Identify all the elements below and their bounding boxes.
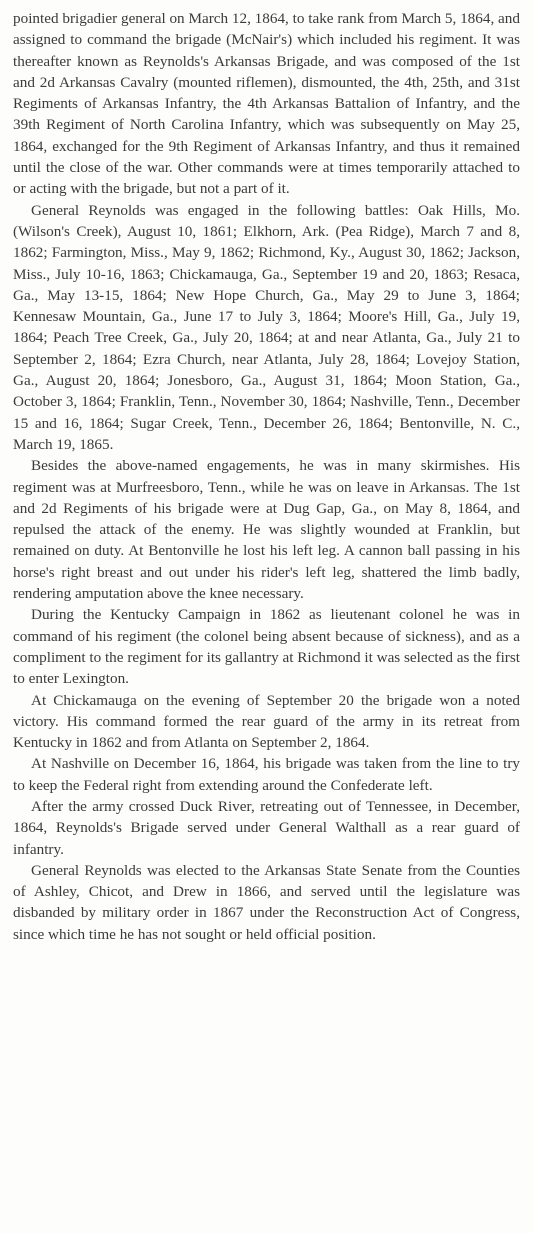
- paragraph-chickamauga: At Chickamauga on the evening of September 20 the brigade won a noted victory. His command formed the rear guard of the army in its retreat from Kentucky in 1862 and from Atlanta on September 2, 1864.: [13, 691, 520, 752]
- paragraph-nashville: At Nashville on December 16, 1864, his brigade was taken from the line to try to keep the Federal right from extending around the Confederate left.: [13, 755, 520, 794]
- paragraph-brigade-appointment: pointed brigadier general on March 12, 1864, to take rank from March 5, 1864, and assigned to command the brigade (McNair's) which included his regiment. It was thereafter known as Reynolds's Arkansas Brigade, and was composed of the 1st and 2d Arkansas Cavalry (mounted riflemen), dismounted, the 4th, 25th, and 31st Regiments of Arkansas Infantry, the 4th Arkansas Battalion of Infantry, and the 39th Regiment of North Carolina Infantry, which was subsequently on May 25, 1864, exchanged for the 9th Regiment of Arkansas Infantry, and thus it remained until the close of the war. Other commands were at times temporarily attached to or acting with the brigade, but not a part of it.: [13, 10, 520, 198]
- paragraph-battles-list: General Reynolds was engaged in the following battles: Oak Hills, Mo. (Wilson's Creek), August 10, 1861; Elkhorn, Ark. (Pea Ridge), March 7 and 8, 1862; Farmington, Miss., May 9, 1862; Richmond, Ky., August 30, 1862; Jackson, Miss., July 10-16, 1863; Chickamauga, Ga., September 19 and 20, 1863; Resaca, Ga., May 13-15, 1864; New Hope Church, Ga., May 29 to June 3, 1864; Kennesaw Mountain, Ga., June 17 to July 3, 1864; Moore's Hill, Ga., July 19, 1864; Peach Tree Creek, Ga., July 20, 1864; at and near Atlanta, Ga., July 21 to September 2, 1864; Ezra Church, near Atlanta, July 28, 1864; Lovejoy Station, Ga., August 20, 1864; Jonesboro, Ga., August 31, 1864; Moon Station, Ga., October 3, 1864; Franklin, Tenn., November 30, 1864; Nashville, Tenn., December 15 and 16, 1864; Sugar Creek, Tenn., December 26, 1864; Bentonville, N. C., March 19, 1865.: [13, 201, 520, 453]
- paragraph-duck-river: After the army crossed Duck River, retreating out of Tennessee, in December, 1864, Reynolds's Brigade served under General Walthall as a rear guard of infantry.: [13, 797, 520, 858]
- paragraph-skirmishes-and-wound: Besides the above-named engagements, he was in many skirmishes. His regiment was at Murfreesboro, Tenn., while he was on leave in Arkansas. The 1st and 2d Regiments of his brigade were at Dug Gap, Ga., on May 8, 1864, and repulsed the attack of the enemy. He was slightly wounded at Franklin, but remained on duty. At Bentonville he lost his left leg. A cannon ball passing in his horse's right breast and out under his rider's left leg, shattered the limb badly, rendering amputation above the knee necessary.: [13, 457, 520, 603]
- paragraph-kentucky-campaign: During the Kentucky Campaign in 1862 as lieutenant colonel he was in command of his regiment (the colonel being absent because of sickness), and as a compliment to the regiment for its gallantry at Richmond it was selected as the first to enter Lexington.: [13, 606, 520, 688]
- paragraph-state-senate: General Reynolds was elected to the Arkansas State Senate from the Counties of Ashley, Chicot, and Drew in 1866, and served until the legislature was disbanded by military order in 1867 under the Reconstruction Act of Congress, since which time he has not sought or held official position.: [13, 861, 520, 943]
